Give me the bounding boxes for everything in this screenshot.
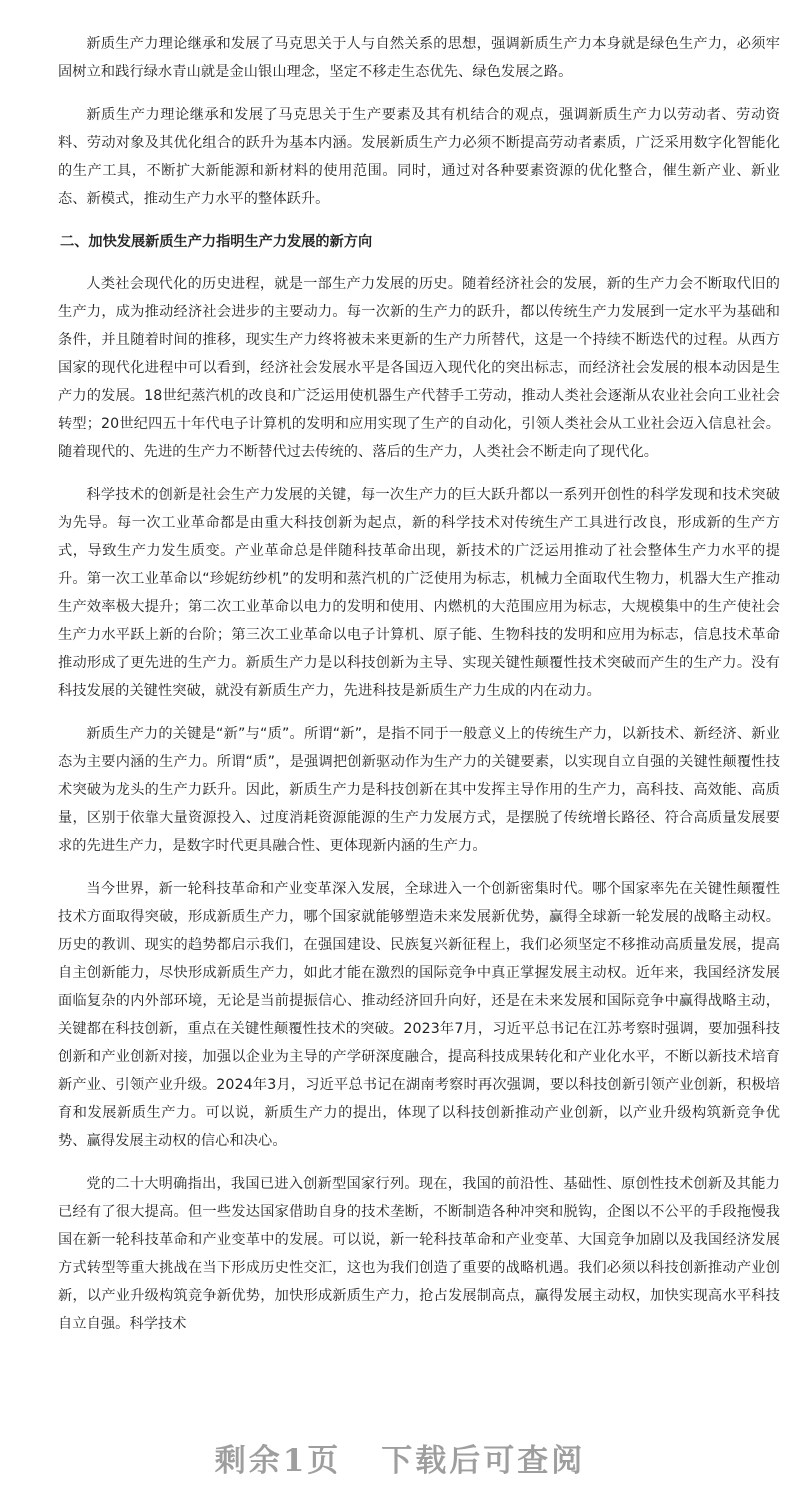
section-heading [58, 228, 780, 256]
paragraph: 新质生产力理论继承和发展了马克思关于生产要素及其有机结合的观点，强调新质生产力以劳动者、劳动资料、劳动对象及其优化组合的跃升为基本内涵。发展新质生产力必须不断提高劳动者素质，广泛采用数字化智能化的生产工具，不断扩大新能源和新材料的使用范围。同时，通过对各种要素资源的优化整合，催生新产业、新业态、新模式，推动生产力水平的整体跃升。 [58, 107, 780, 207]
download-prompt[interactable] [0, 1432, 800, 1482]
document-body [58, 30, 780, 1353]
section-heading-text: 二、加快发展新质生产力指明生产力发展的新方向 [60, 234, 373, 250]
download-to-view-label[interactable]: 下载后可查阅 [381, 1442, 586, 1479]
paragraph: 新质生产力的关键是“新”与“质”。所谓“新”，是指不同于一般意义上的传统生产力，以新技术、新经济、新业态为主要内涵的生产力。所谓“质”，是强调把创新驱动作为生产力的关键要素，以实现自立自强的关键性颠覆性技术突破为龙头的生产力跃升。因此，新质生产力是科技创新在其中发挥主导作用的生产力，高科技、高效能、高质量，区别于依靠大量资源投入、过度消耗资源能源的生产力发展方式，是摆脱了传统增长路径、符合高质量发展要求的先进生产力，是数字时代更具融合性、更体现新内涵的生产力。 [58, 726, 780, 854]
paragraph: 科学技术的创新是社会生产力发展的关键，每一次生产力的巨大跃升都以一系列开创性的科学发现和技术突破为先导。每一次工业革命都是由重大科技创新为起点，新的科学技术对传统生产工具进行改良，形成新的生产方式，导致生产力发生质变。产业革命总是伴随科技革命出现，新技术的广泛运用推动了社会整体生产力水平的提升。第一次工业革命以“珍妮纺纱机”的发明和蒸汽机的广泛使用为标志，机械力全面取代生物力，机器大生产推动生产效率极大提升；第二次工业革命以电力的发明和使用、内燃机的大范围应用为标志，大规模集中的生产使社会生产力水平跃上新的台阶；第三次工业革命以电子计算机、原子能、生物科技的发明和应用为标志，信息技术革命推动形成了更先进的生产力。新质生产力是以科技创新为主导、实现关键性颠覆性技术突破而产生的生产力。没有科技发展的关键性突破，就没有新质生产力，先进科技是新质生产力生成的内在动力。 [58, 487, 780, 699]
paragraph: 党的二十大明确指出，我国已进入创新型国家行列。现在，我国的前沿性、基础性、原创性技术创新及其能力已经有了很大提高。但一些发达国家借助自身的技术垄断，不断制造各种冲突和脱钩，企图以不公平的手段拖慢我国在新一轮科技革命和产业变革中的发展。可以说，新一轮科技革命和产业变革、大国竞争加剧以及我国经济发展方式转型等重大挑战在当下形成历史性交汇，这也为我们创造了重要的战略机遇。我们必须以科技创新推动产业创新，以产业升级构筑竞争新优势，加快形成新质生产力，抢占发展制高点，赢得发展主动权，加快实现高水平科技自立自强。科学技术 [58, 1176, 780, 1332]
remaining-pages-label: 剩余1页 [214, 1442, 342, 1479]
paragraph: 人类社会现代化的历史进程，就是一部生产力发展的历史。随着经济社会的发展，新的生产力会不断取代旧的生产力，成为推动经济社会进步的主要动力。每一次新的生产力的跃升，都以传统生产力发展到一定水平为基础和条件，并且随着时间的推移，现实生产力终将被未来更新的生产力所替代，这是一个持续不断迭代的过程。从西方国家的现代化进程中可以看到，经济社会发展水平是各国迈入现代化的突出标志，而经济社会发展的根本动因是生产力的发展。18世纪蒸汽机的改良和广泛运用使机器生产代替手工劳动，推动人类社会逐渐从农业社会向工业社会转型；20世纪四五十年代电子计算机的发明和应用实现了生产的自动化，引领人类社会从工业社会迈入信息社会。随着现代的、先进的生产力不断替代过去传统的、落后的生产力，人类社会不断走向了现代化。 [58, 276, 781, 460]
paragraph: 新质生产力理论继承和发展了马克思关于人与自然关系的思想，强调新质生产力本身就是绿色生产力，必须牢固树立和践行绿水青山就是金山银山理念，坚定不移走生态优先、绿色发展之路。 [58, 36, 780, 80]
paragraph: 当今世界，新一轮科技革命和产业变革深入发展，全球进入一个创新密集时代。哪个国家率先在关键性颠覆性技术方面取得突破，形成新质生产力，哪个国家就能够塑造未来发展新优势，赢得全球新一轮发展的战略主动权。历史的教训、现实的趋势都启示我们，在强国建设、民族复兴新征程上，我们必须坚定不移推动高质量发展，提高自主创新能力，尽快形成新质生产力，如此才能在激烈的国际竞争中真正掌握发展主动权。近年来，我国经济发展面临复杂的内外部环境，无论是当前提振信心、推动经济回升向好，还是在未来发展和国际竞争中赢得战略主动，关键都在科技创新，重点在关键性颠覆性技术的突破。2023年7月，习近平总书记在江苏考察时强调，要加强科技创新和产业创新对接，加强以企业为主导的产学研深度融合，提高科技成果转化和产业化水平，不断以新技术培育新产业、引领产业升级。2024年3月，习近平总书记在湖南考察时再次强调，要以科技创新引领产业创新，积极培育和发展新质生产力。可以说，新质生产力的提出，体现了以科技创新推动产业创新，以产业升级构筑新竞争优势、赢得发展主动权的信心和决心。 [58, 881, 780, 1149]
